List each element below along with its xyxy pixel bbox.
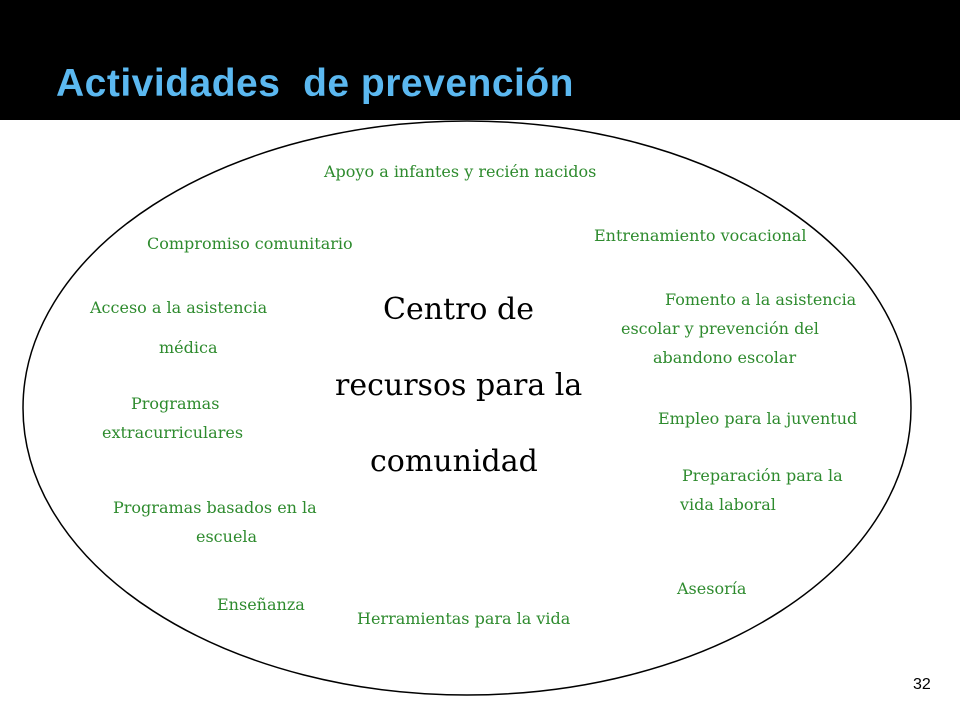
activity-acceso-line-1: Acceso a la asistencia xyxy=(90,298,268,317)
activity-ensenanza: Enseñanza xyxy=(217,595,305,614)
activity-compromiso: Compromiso comunitario xyxy=(147,234,353,253)
activity-apoyo: Apoyo a infantes y recién nacidos xyxy=(324,162,597,181)
activity-fomento-line-2: escolar y prevención del xyxy=(621,319,819,338)
activity-programas-escuela-line-1: Programas basados en la xyxy=(113,498,317,517)
activity-empleo: Empleo para la juventud xyxy=(658,409,858,428)
activity-programas-extra-line-2: extracurriculares xyxy=(102,423,244,442)
activity-programas-extra-line-1: Programas xyxy=(131,394,220,413)
center-line-2: recursos para la xyxy=(335,368,583,403)
activity-fomento-line-1: Fomento a la asistencia xyxy=(665,290,857,309)
activity-asesoria: Asesoría xyxy=(677,579,747,598)
activity-preparacion-line-1: Preparación para la xyxy=(682,466,843,485)
activity-fomento-line-3: abandono escolar xyxy=(653,348,797,367)
center-line-3: comunidad xyxy=(370,444,538,479)
slide-title: Actividades de prevención xyxy=(56,62,575,105)
activity-programas-escuela-line-2: escuela xyxy=(196,527,258,546)
center-line-1: Centro de xyxy=(383,292,534,327)
activity-acceso-line-2: médica xyxy=(159,338,218,357)
activity-herramientas: Herramientas para la vida xyxy=(357,609,571,628)
activity-preparacion-line-2: vida laboral xyxy=(680,495,776,514)
page-number: 32 xyxy=(913,676,931,693)
activity-entrenamiento: Entrenamiento vocacional xyxy=(594,226,807,245)
